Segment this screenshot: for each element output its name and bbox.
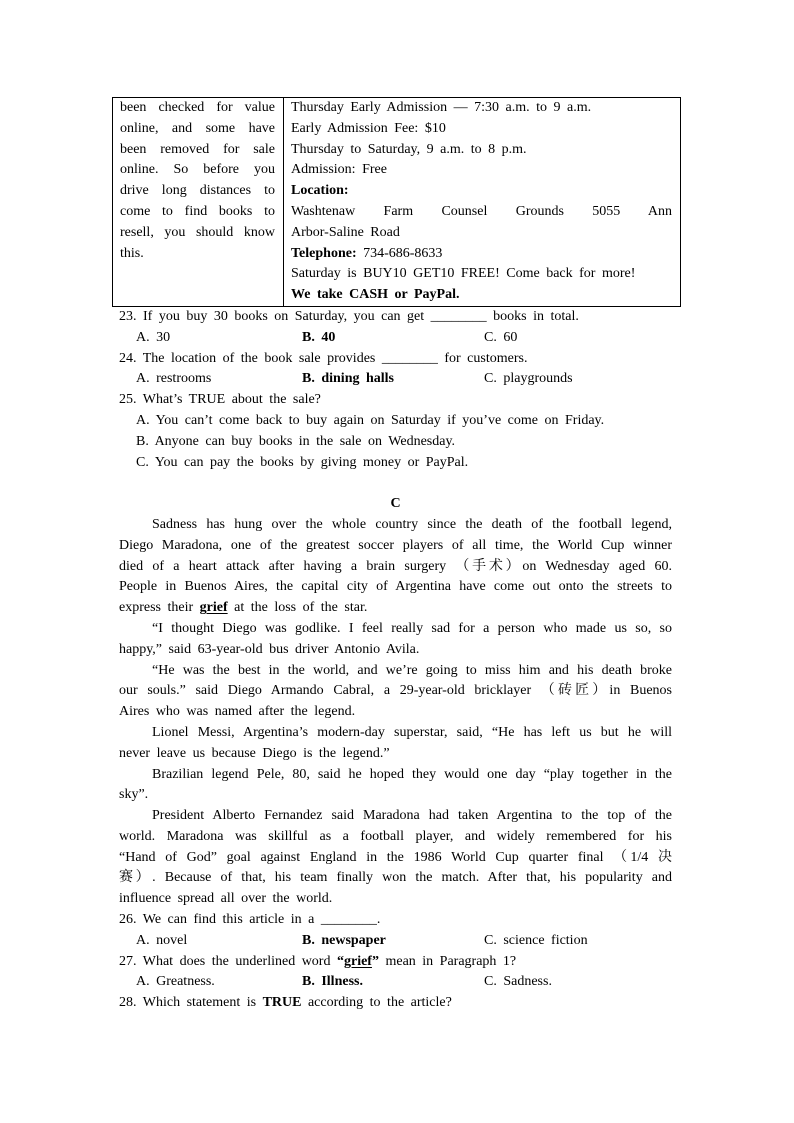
paragraph-line: died of a heart attack after having a brain surgery （手术）on Wednesday aged 60. bbox=[119, 558, 672, 574]
telephone-row bbox=[291, 244, 672, 265]
option-a: A. restrooms bbox=[136, 371, 212, 387]
promo-text: Saturday is BUY10 GET10 FREE! Come back for more! bbox=[291, 266, 636, 282]
table-left-line: been removed for sale bbox=[120, 141, 275, 157]
line-text: at the loss of the star. bbox=[234, 600, 368, 616]
question-26: 26. We can find this article in a ________. bbox=[119, 912, 381, 928]
option-c: C. Sadness. bbox=[484, 974, 552, 990]
option-a: A. novel bbox=[136, 932, 188, 948]
table-left-line: been checked for value bbox=[120, 100, 275, 115]
option-c: C. 60 bbox=[484, 329, 518, 345]
option-a: A. Greatness. bbox=[136, 974, 215, 990]
question-text: 27. What does the underlined word bbox=[119, 953, 331, 969]
table-left-line: drive long distances to bbox=[120, 183, 275, 199]
book-sale-table bbox=[112, 97, 681, 307]
question-text: mean in Paragraph 1? bbox=[385, 953, 517, 969]
quote-mark: “ bbox=[336, 953, 344, 969]
table-left-line: online, and some have bbox=[120, 120, 275, 136]
question-25: 25. What’s TRUE about the sale? bbox=[119, 392, 321, 408]
address-line: Arbor-Saline Road bbox=[291, 224, 400, 240]
early-admission-fee: Early Admission Fee: $10 bbox=[291, 120, 446, 136]
option-a: A. 30 bbox=[136, 329, 171, 345]
option-c: C. science fiction bbox=[484, 932, 588, 948]
option-c: C. playgrounds bbox=[484, 371, 573, 387]
telephone-label: Telephone: bbox=[291, 245, 357, 261]
paragraph-line: sky”. bbox=[119, 787, 149, 803]
location-label: Location: bbox=[291, 183, 349, 199]
option-b: B. 40 bbox=[302, 329, 336, 345]
line-text: express their bbox=[119, 600, 194, 616]
paragraph-line: Aires who was named after the legend. bbox=[119, 704, 356, 720]
table-left-line: resell, you should know bbox=[120, 224, 275, 240]
paragraph-line: happy,” said 63-year-old bus driver Antonio Avila. bbox=[119, 641, 420, 657]
table-left-line: this. bbox=[120, 245, 144, 261]
payment-methods: We take CASH or PayPal. bbox=[291, 287, 460, 303]
question-27 bbox=[119, 952, 672, 973]
option-b: B. dining halls bbox=[302, 371, 394, 387]
paragraph-line: “Hand of God” goal against England in the 1986 World Cup quarter final （1/4 决 bbox=[119, 849, 672, 865]
option-b: B. Illness. bbox=[302, 974, 363, 990]
paragraph-line: People in Buenos Aires, the capital city of Argentina have come out onto the streets to bbox=[119, 579, 672, 595]
question-28 bbox=[119, 993, 672, 1014]
question-text: according to the article? bbox=[307, 995, 452, 1011]
question-24-options bbox=[119, 369, 672, 390]
paragraph-line: “I thought Diego was godlike. I feel really sad for a person who made us so, so bbox=[152, 620, 672, 636]
option-b: B. Anyone can buy books in the sale on Wednesday. bbox=[136, 433, 456, 449]
paragraph-line: Brazilian legend Pele, 80, said he hoped they would one day “play together in the bbox=[152, 766, 672, 782]
address-line: Washtenaw Farm Counsel Grounds 5055 Ann bbox=[291, 203, 672, 219]
question-27-options bbox=[119, 972, 672, 993]
paragraph-line: Lionel Messi, Argentina’s modern-day superstar, said, “He has left us but he will bbox=[152, 724, 672, 740]
paragraph-line: President Alberto Fernandez said Maradona had taken Argentina to the top of the bbox=[152, 808, 672, 824]
telephone-number: 734-686-8633 bbox=[363, 245, 443, 261]
question-text: 28. Which statement is bbox=[119, 995, 257, 1011]
question-23: 23. If you buy 30 books on Saturday, you can get ________ books in total. bbox=[119, 308, 579, 324]
admission-fee: Admission: Free bbox=[291, 162, 387, 178]
sale-hours: Thursday to Saturday, 9 a.m. to 8 p.m. bbox=[291, 141, 527, 157]
paragraph-line: 赛）. Because of that, his team finally won the match. After that, his popularity and bbox=[119, 870, 672, 886]
table-left-line: come to find books to bbox=[120, 203, 275, 219]
paragraph-line: Diego Maradona, one of the greatest soccer players of all time, the World Cup winner bbox=[119, 537, 672, 553]
underlined-keyword: grief bbox=[343, 953, 372, 969]
option-c: C. You can pay the books by giving money or PayPal. bbox=[136, 454, 469, 470]
paragraph-line: influence spread all over the world. bbox=[119, 891, 333, 907]
emphasis-text: TRUE bbox=[262, 995, 302, 1011]
exam-page bbox=[119, 97, 672, 1014]
section-heading: C bbox=[390, 496, 401, 512]
paragraph-line: never leave us because Diego is the legend.” bbox=[119, 745, 390, 761]
table-right-cell bbox=[284, 98, 680, 306]
paragraph-line: “He was the best in the world, and we’re going to miss him and his death broke bbox=[152, 662, 672, 678]
paragraph-line: Sadness has hung over the whole country since the death of the football legend, bbox=[152, 516, 672, 532]
paragraph-line: world. Maradona was skillful as a football player, and widely remembered for his bbox=[119, 828, 672, 844]
paragraph-line: our souls.” said Diego Armando Cabral, a 29-year-old bricklayer （砖匠）in Buenos bbox=[119, 683, 672, 699]
underlined-keyword: grief bbox=[199, 600, 228, 616]
question-26-options bbox=[119, 931, 672, 952]
option-b: B. newspaper bbox=[302, 932, 386, 948]
early-admission-time: Thursday Early Admission — 7:30 a.m. to 9 a.m. bbox=[291, 100, 592, 115]
paragraph-line bbox=[119, 598, 672, 619]
blank-line bbox=[119, 473, 672, 494]
quote-mark: ” bbox=[371, 953, 379, 969]
question-24: 24. The location of the book sale provides ________ for customers. bbox=[119, 350, 528, 366]
table-left-line: online. So before you bbox=[120, 162, 275, 178]
option-a: A. You can’t come back to buy again on Saturday if you’ve come on Friday. bbox=[136, 412, 605, 428]
table-left-cell bbox=[113, 98, 284, 306]
question-23-options bbox=[119, 328, 672, 349]
